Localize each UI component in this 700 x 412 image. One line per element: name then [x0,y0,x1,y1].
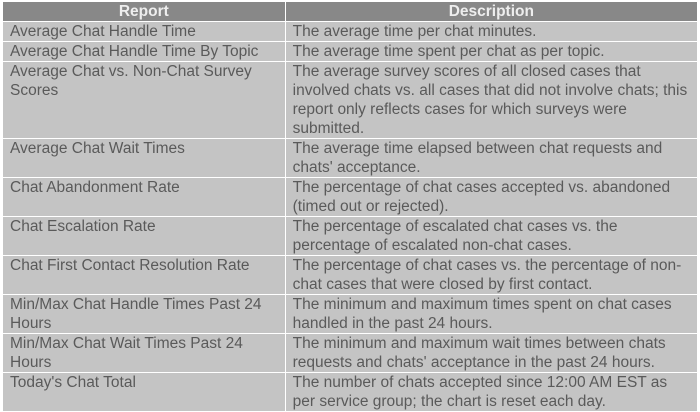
table-row [3,295,698,334]
description-cell: The minimum and maximum times spent on chat cases handled in the past 24 hours. [285,295,697,334]
table-row [3,217,698,256]
description-cell: The average time elapsed between chat requests and chats' acceptance. [285,139,697,178]
report-column-header: Report [3,2,286,22]
description-cell: The average survey scores of all closed cases that involved chats vs. all cases that did not involve chats; this report only reflects cases for which surveys were submitted. [285,62,697,139]
description-cell: The average time per chat minutes. [285,22,697,42]
table-row [3,62,698,139]
report-cell: Min/Max Chat Handle Times Past 24 Hours [3,295,286,334]
table-row [3,373,698,412]
description-cell: The percentage of chat cases vs. the percentage of non-chat cases that were closed by first contact. [285,256,697,295]
report-cell: Chat First Contact Resolution Rate [3,256,286,295]
table-row [3,42,698,62]
header-row [3,2,698,22]
description-cell: The percentage of escalated chat cases vs. the percentage of escalated non-chat cases. [285,217,697,256]
report-table [2,1,698,412]
table-row [3,139,698,178]
description-cell: The average time spent per chat as per topic. [285,42,697,62]
description-column-header: Description [285,2,697,22]
report-cell: Chat Abandonment Rate [3,178,286,217]
description-cell: The number of chats accepted since 12:00 AM EST as per service group; the chart is reset each day. [285,373,697,412]
table-row [3,256,698,295]
report-cell: Average Chat Handle Time By Topic [3,42,286,62]
description-cell: The percentage of chat cases accepted vs. abandoned (timed out or rejected). [285,178,697,217]
report-cell: Min/Max Chat Wait Times Past 24 Hours [3,334,286,373]
report-cell: Chat Escalation Rate [3,217,286,256]
table-row [3,334,698,373]
description-cell: The minimum and maximum wait times between chats requests and chats' acceptance in the past 24 hours. [285,334,697,373]
table-row [3,178,698,217]
report-cell: Average Chat Handle Time [3,22,286,42]
report-cell: Average Chat vs. Non-Chat Survey Scores [3,62,286,139]
report-cell: Average Chat Wait Times [3,139,286,178]
table-row [3,22,698,42]
report-cell: Today's Chat Total [3,373,286,412]
